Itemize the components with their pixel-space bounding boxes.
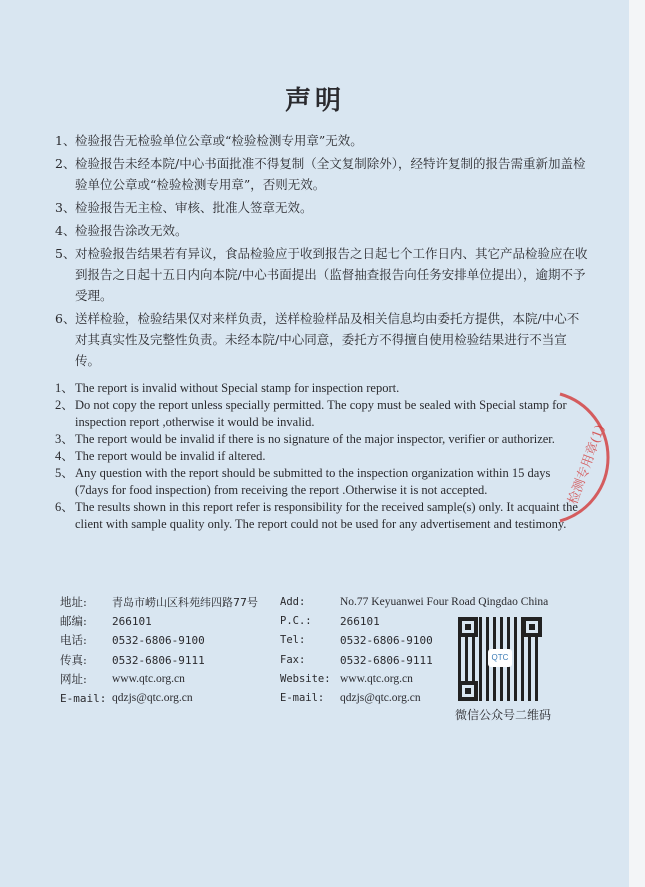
qr-caption: 微信公众号二维码 <box>455 708 552 722</box>
english-statement-list <box>55 380 585 533</box>
list-item: 6、 The results shown in this report refer is responsibility for the received sample(s) only. It acquaint the client with sample quality only. The report could not be used for any advertisement and testimony. <box>55 500 578 531</box>
list-item: 5、 对检验报告结果若有异议，食品检验应于收到报告之日起七个工作日内、其它产品检验应在收到报告之日起十五日内向本院/中心书面提出（监督抽查报告向任务安排单位提出），逾期不予受理。 <box>55 246 588 303</box>
list-item: 4、 检验报告涂改无效。 <box>55 223 188 238</box>
chinese-statement-list <box>55 130 590 373</box>
list-item: 3、 检验报告无主检、审核、批准人签章无效。 <box>55 200 313 215</box>
list-item: 2、 Do not copy the report unless specially permitted. The copy must be sealed with Special stamp for inspection report ,otherwise it would be invalid. <box>55 398 567 429</box>
list-item: 6、 送样检验，检验结果仅对来样负责，送样检验样品及相关信息均由委托方提供，本院/中心不对其真实性及完整性负责。未经本院/中心同意，委托方不得擅自使用检验结果进行不当宣传。 <box>55 311 580 368</box>
qr-finder <box>458 681 478 701</box>
list-item: 1、 检验报告无检验单位公章或“检验检测专用章”无效。 <box>55 133 363 148</box>
page-title: 声明 <box>284 86 345 116</box>
list-item: 3、 The report would be invalid if there is no signature of the major inspector, verifier or authorizer. <box>55 432 555 446</box>
contact-row-email: E-mail: qdzjs@qtc.org.cn E-mail: qdzjs@qtc.org.cn <box>60 689 548 708</box>
contact-row-phone: 电话: 0532-6806-9100 Tel: 0532-6806-9100 <box>60 633 433 648</box>
email-link[interactable]: qdzjs@qtc.org.cn <box>340 691 421 704</box>
list-item: 4、 The report would be invalid if altered. <box>55 449 266 463</box>
website-link[interactable]: www.qtc.org.cn <box>112 672 185 685</box>
list-item: 5、 Any question with the report should be submitted to the inspection organization within 15 days (7days for food inspection) from receiving the report .Otherwise it is not accepted. <box>55 466 551 497</box>
qr-finder <box>458 617 478 637</box>
contact-row-postcode: 邮编: 266101 P.C.: 266101 <box>60 614 380 629</box>
qr-finder <box>522 617 542 637</box>
website-link[interactable]: www.qtc.org.cn <box>340 672 413 685</box>
list-item: 1、 The report is invalid without Special stamp for inspection report. <box>55 381 400 395</box>
email-link[interactable]: qdzjs@qtc.org.cn <box>112 691 193 704</box>
wechat-qr-code <box>458 617 542 701</box>
stamp-text: 检测专用章(1) <box>565 422 609 507</box>
qtc-logo: QTC <box>488 649 512 667</box>
contact-row-website: 网址: www.qtc.org.cn Website: www.qtc.org.cn <box>60 670 548 689</box>
list-item: 2、 检验报告未经本院/中心书面批准不得复制（全文复制除外），经特许复制的报告需重新加盖检验单位公章或“检验检测专用章”，否则无效。 <box>55 156 586 192</box>
contact-row-address: 地址: 青岛市崂山区科苑纬四路77号 Add: No.77 Keyuanwei Four Road Qingdao China <box>60 595 549 609</box>
contact-row-fax: 传真: 0532-6806-9111 Fax: 0532-6806-9111 <box>60 652 433 667</box>
